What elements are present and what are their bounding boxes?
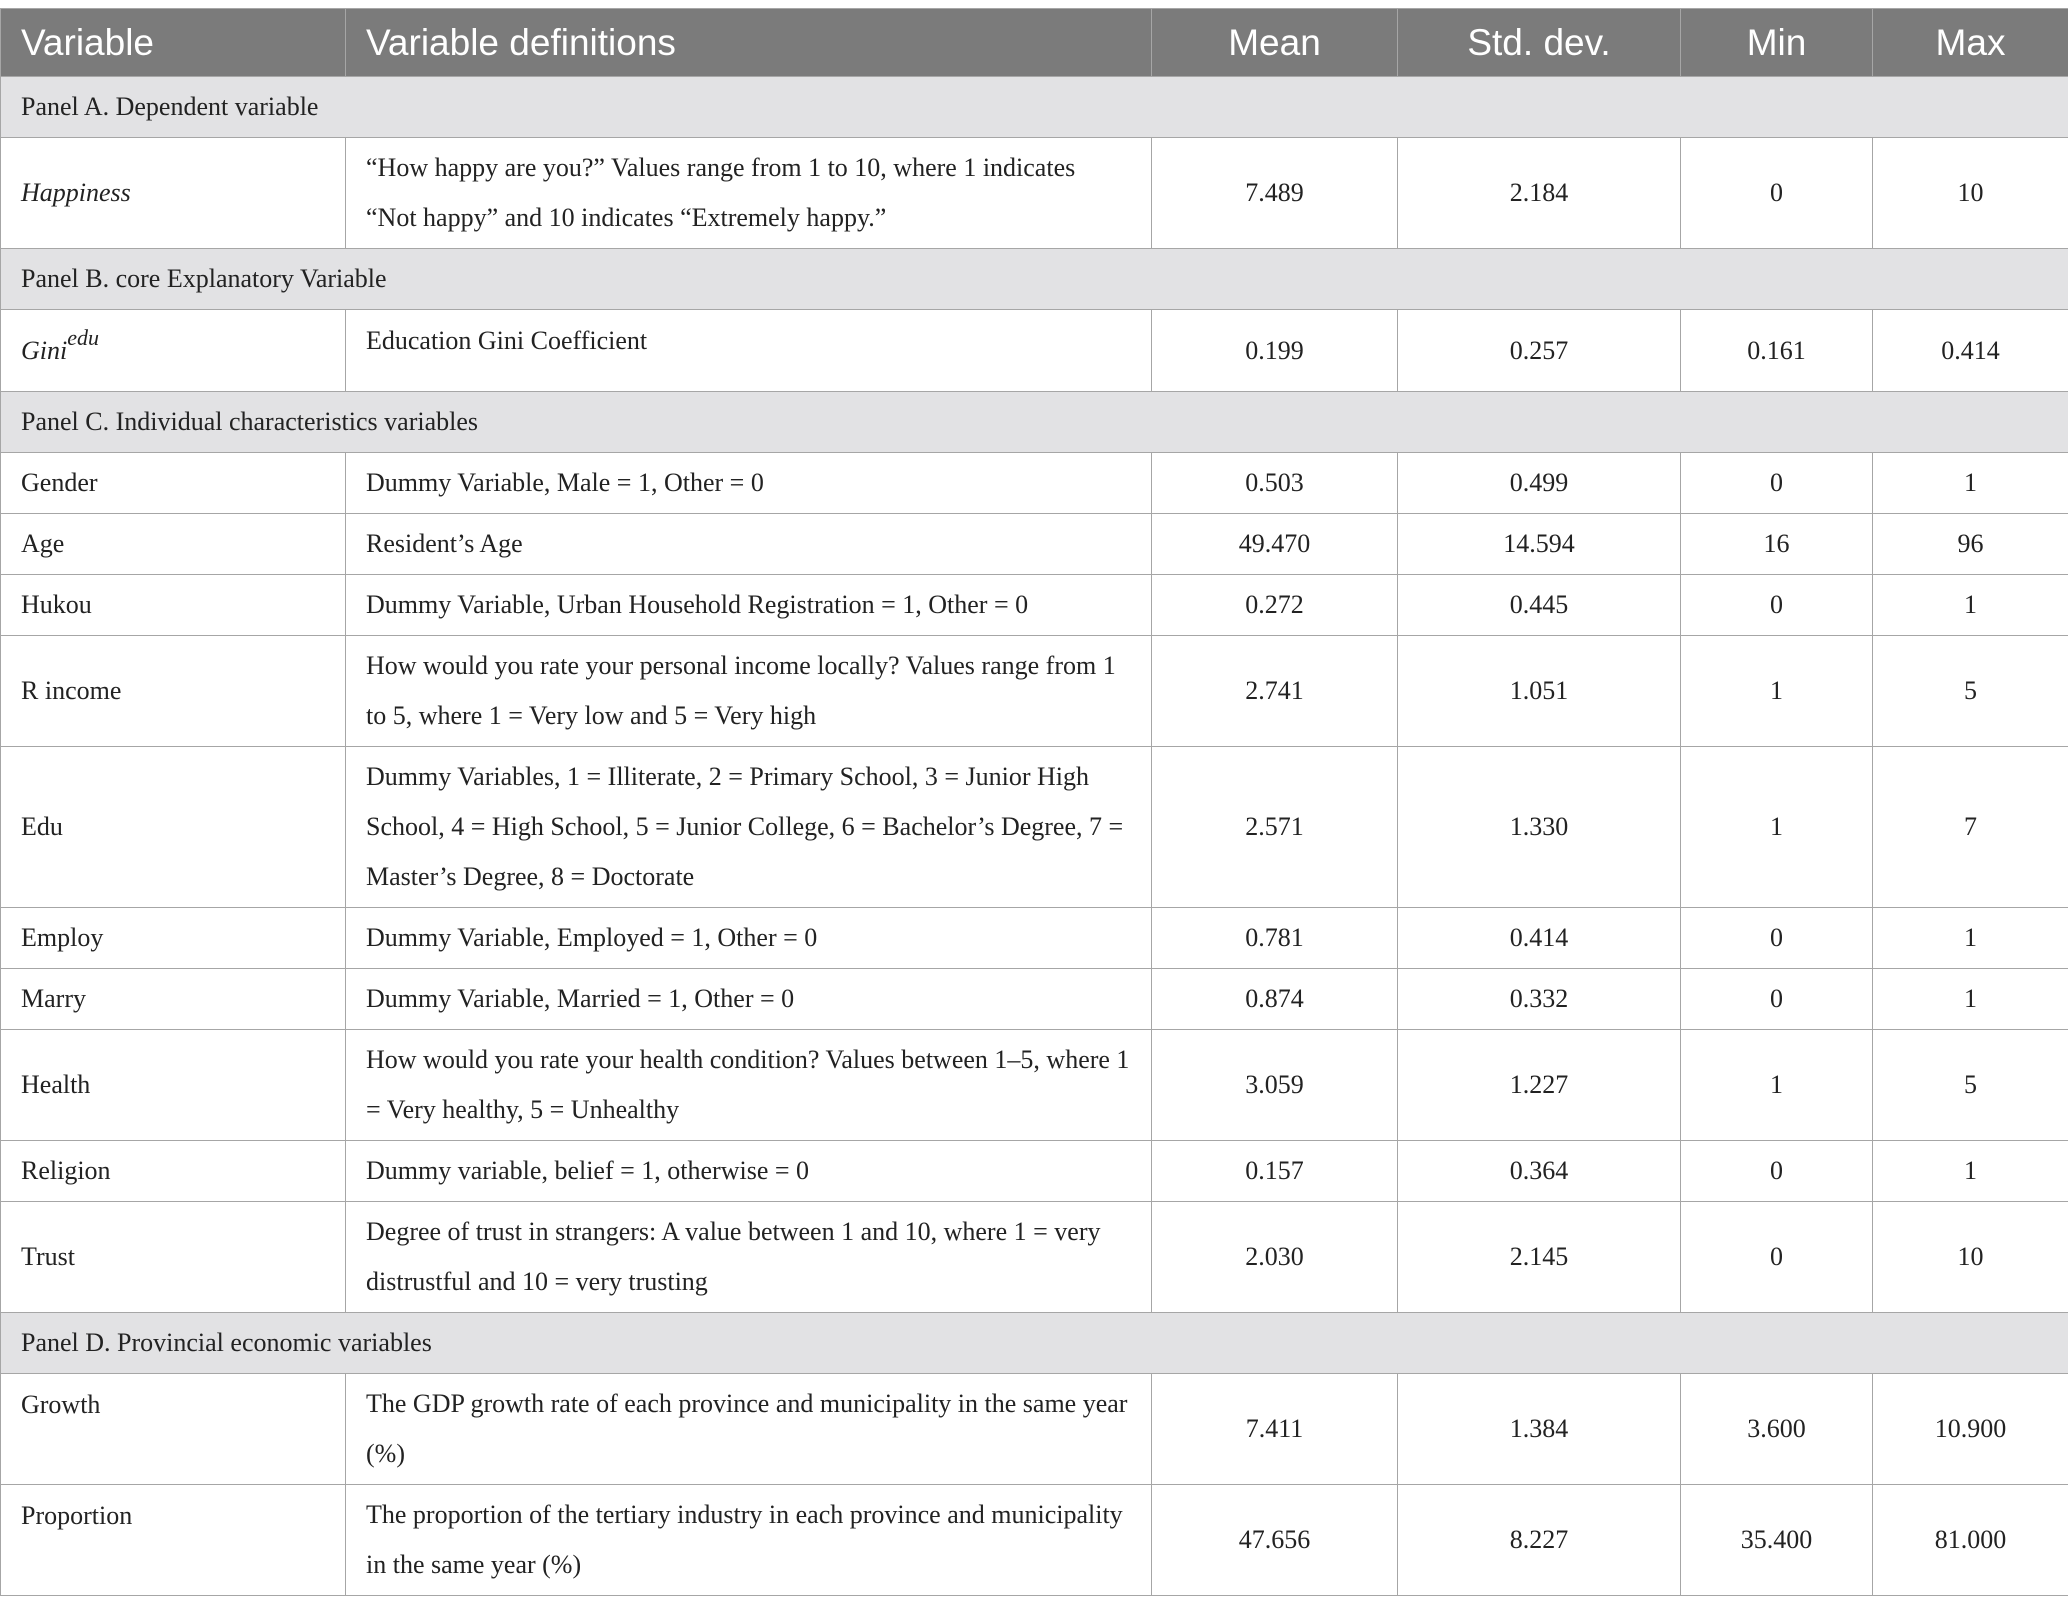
- max-health: 5: [1873, 1030, 2068, 1141]
- header-std: Std. dev.: [1398, 9, 1681, 77]
- var-marry: Marry: [1, 969, 346, 1030]
- var-edu: Edu: [1, 747, 346, 908]
- panel-a-row: [1, 77, 2068, 138]
- header-variable: Variable: [1, 9, 346, 77]
- var-hukou: Hukou: [1, 575, 346, 636]
- table-row-health: [1, 1030, 2068, 1141]
- sd-hukou: 0.445: [1398, 575, 1681, 636]
- def-trust: Degree of trust in strangers: A value between 1 and 10, where 1 = very distrustful and 10 = very trusting: [346, 1202, 1152, 1313]
- min-gini: 0.161: [1681, 310, 1873, 392]
- table-row-employ: [1, 908, 2068, 969]
- max-hukou: 1: [1873, 575, 2068, 636]
- sd-marry: 0.332: [1398, 969, 1681, 1030]
- max-trust: 10: [1873, 1202, 2068, 1313]
- mean-trust: 2.030: [1152, 1202, 1398, 1313]
- panel-c-title: Panel C. Individual characteristics variables: [1, 392, 2068, 453]
- gini-superscript: edu: [67, 324, 99, 350]
- summary-statistics-table: [0, 8, 2068, 1596]
- mean-health: 3.059: [1152, 1030, 1398, 1141]
- min-age: 16: [1681, 514, 1873, 575]
- def-age: Resident’s Age: [346, 514, 1152, 575]
- gini-label: Gini: [21, 335, 68, 365]
- sd-health: 1.227: [1398, 1030, 1681, 1141]
- mean-hukou: 0.272: [1152, 575, 1398, 636]
- max-edu: 7: [1873, 747, 2068, 908]
- min-proportion: 35.400: [1681, 1485, 1873, 1596]
- def-growth: The GDP growth rate of each province and municipality in the same year (%): [346, 1374, 1152, 1485]
- sd-trust: 2.145: [1398, 1202, 1681, 1313]
- mean-marry: 0.874: [1152, 969, 1398, 1030]
- sd-happiness: 2.184: [1398, 138, 1681, 249]
- def-proportion: The proportion of the tertiary industry in each province and municipality in the same year (%): [346, 1485, 1152, 1596]
- table-row-edu: [1, 747, 2068, 908]
- panel-a-title: Panel A. Dependent variable: [1, 77, 2068, 138]
- def-edu: Dummy Variables, 1 = Illiterate, 2 = Primary School, 3 = Junior High School, 4 = High School, 5 = Junior College, 6 = Bachelor’s Degree, 7 = Master’s Degree, 8 = Doctorate: [346, 747, 1152, 908]
- var-growth: Growth: [1, 1374, 346, 1485]
- min-edu: 1: [1681, 747, 1873, 908]
- table-row-religion: [1, 1141, 2068, 1202]
- sd-employ: 0.414: [1398, 908, 1681, 969]
- mean-gender: 0.503: [1152, 453, 1398, 514]
- var-religion: Religion: [1, 1141, 346, 1202]
- header-max: Max: [1873, 9, 2068, 77]
- max-religion: 1: [1873, 1141, 2068, 1202]
- sd-proportion: 8.227: [1398, 1485, 1681, 1596]
- table-row-happiness: [1, 138, 2068, 249]
- table-row-growth: [1, 1374, 2068, 1485]
- mean-age: 49.470: [1152, 514, 1398, 575]
- max-gender: 1: [1873, 453, 2068, 514]
- table-row-trust: [1, 1202, 2068, 1313]
- def-religion: Dummy variable, belief = 1, otherwise = 0: [346, 1141, 1152, 1202]
- def-marry: Dummy Variable, Married = 1, Other = 0: [346, 969, 1152, 1030]
- min-happiness: 0: [1681, 138, 1873, 249]
- sd-edu: 1.330: [1398, 747, 1681, 908]
- table-row-proportion: [1, 1485, 2068, 1596]
- mean-happiness: 7.489: [1152, 138, 1398, 249]
- table-row-gini: [1, 310, 2068, 392]
- panel-d-title: Panel D. Provincial economic variables: [1, 1313, 2068, 1374]
- summary-statistics-table-container: [0, 8, 2068, 1596]
- var-gender: Gender: [1, 453, 346, 514]
- table-header-row: [1, 9, 2068, 77]
- panel-b-row: [1, 249, 2068, 310]
- def-employ: Dummy Variable, Employed = 1, Other = 0: [346, 908, 1152, 969]
- mean-edu: 2.571: [1152, 747, 1398, 908]
- min-rincome: 1: [1681, 636, 1873, 747]
- sd-age: 14.594: [1398, 514, 1681, 575]
- max-gini: 0.414: [1873, 310, 2068, 392]
- mean-gini: 0.199: [1152, 310, 1398, 392]
- min-health: 1: [1681, 1030, 1873, 1141]
- mean-rincome: 2.741: [1152, 636, 1398, 747]
- panel-b-title: Panel B. core Explanatory Variable: [1, 249, 2068, 310]
- max-growth: 10.900: [1873, 1374, 2068, 1485]
- max-rincome: 5: [1873, 636, 2068, 747]
- def-happiness: “How happy are you?” Values range from 1 to 10, where 1 indicates “Not happy” and 10 indicates “Extremely happy.”: [346, 138, 1152, 249]
- max-employ: 1: [1873, 908, 2068, 969]
- table-row-gender: [1, 453, 2068, 514]
- table-row-hukou: [1, 575, 2068, 636]
- mean-religion: 0.157: [1152, 1141, 1398, 1202]
- def-hukou: Dummy Variable, Urban Household Registration = 1, Other = 0: [346, 575, 1152, 636]
- var-trust: Trust: [1, 1202, 346, 1313]
- header-mean: Mean: [1152, 9, 1398, 77]
- max-age: 96: [1873, 514, 2068, 575]
- min-employ: 0: [1681, 908, 1873, 969]
- header-min: Min: [1681, 9, 1873, 77]
- sd-gender: 0.499: [1398, 453, 1681, 514]
- def-rincome: How would you rate your personal income locally? Values range from 1 to 5, where 1 = Very low and 5 = Very high: [346, 636, 1152, 747]
- panel-c-row: [1, 392, 2068, 453]
- sd-rincome: 1.051: [1398, 636, 1681, 747]
- mean-employ: 0.781: [1152, 908, 1398, 969]
- sd-growth: 1.384: [1398, 1374, 1681, 1485]
- max-happiness: 10: [1873, 138, 2068, 249]
- min-growth: 3.600: [1681, 1374, 1873, 1485]
- var-gini: [1, 310, 346, 392]
- header-definitions: Variable definitions: [346, 9, 1152, 77]
- var-health: Health: [1, 1030, 346, 1141]
- var-happiness: Happiness: [1, 138, 346, 249]
- max-marry: 1: [1873, 969, 2068, 1030]
- def-gini: Education Gini Coefficient: [346, 310, 1152, 392]
- mean-proportion: 47.656: [1152, 1485, 1398, 1596]
- def-gender: Dummy Variable, Male = 1, Other = 0: [346, 453, 1152, 514]
- min-religion: 0: [1681, 1141, 1873, 1202]
- table-row-marry: [1, 969, 2068, 1030]
- var-age: Age: [1, 514, 346, 575]
- def-health: How would you rate your health condition? Values between 1–5, where 1 = Very healthy, 5 = Unhealthy: [346, 1030, 1152, 1141]
- var-proportion: Proportion: [1, 1485, 346, 1596]
- sd-religion: 0.364: [1398, 1141, 1681, 1202]
- min-gender: 0: [1681, 453, 1873, 514]
- mean-growth: 7.411: [1152, 1374, 1398, 1485]
- min-hukou: 0: [1681, 575, 1873, 636]
- var-employ: Employ: [1, 908, 346, 969]
- min-marry: 0: [1681, 969, 1873, 1030]
- table-row-rincome: [1, 636, 2068, 747]
- var-rincome: R income: [1, 636, 346, 747]
- sd-gini: 0.257: [1398, 310, 1681, 392]
- min-trust: 0: [1681, 1202, 1873, 1313]
- table-row-age: [1, 514, 2068, 575]
- panel-d-row: [1, 1313, 2068, 1374]
- max-proportion: 81.000: [1873, 1485, 2068, 1596]
